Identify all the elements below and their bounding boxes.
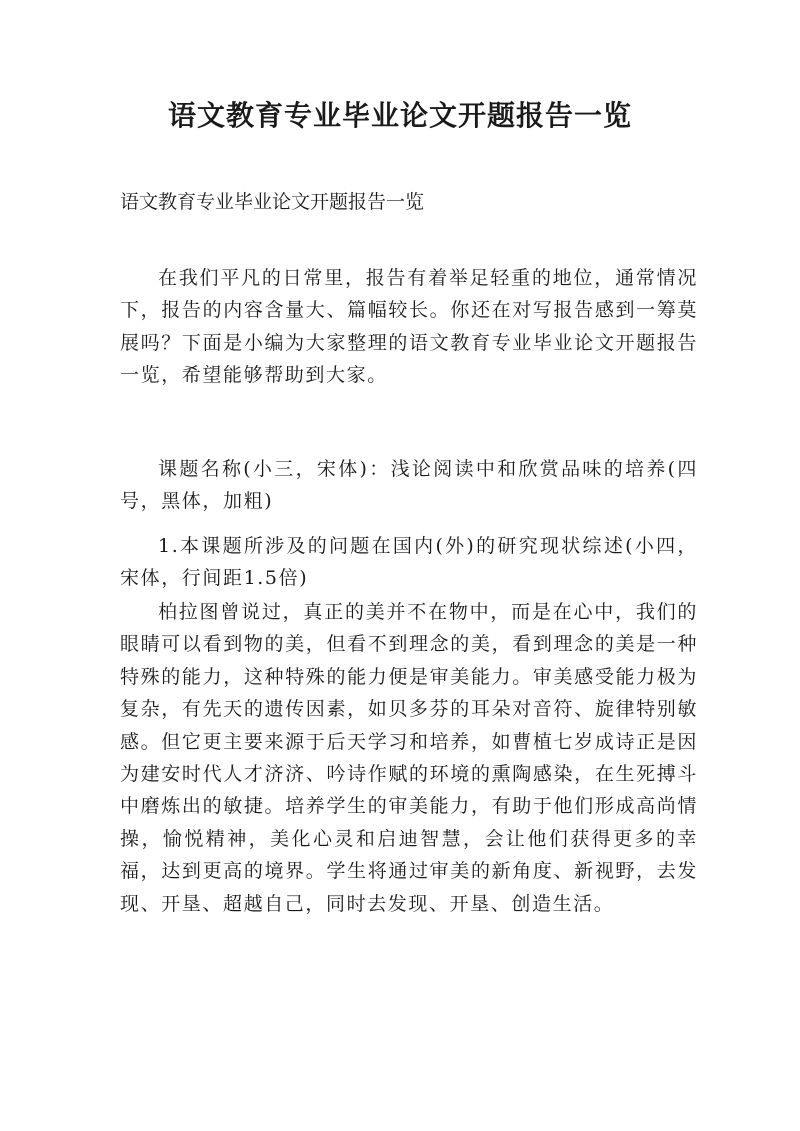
document-title: 语文教育专业毕业论文开题报告一览 xyxy=(167,99,632,132)
topic-paragraph: 课题名称(小三，宋体)：浅论阅读中和欣赏品味的培养(四号，黑体，加粗) xyxy=(120,458,698,513)
section-heading-1: 1.本课题所涉及的问题在国内(外)的研究现状综述(小四，宋体，行间距1.5倍) xyxy=(120,535,698,590)
document-subtitle: 语文教育专业毕业论文开题报告一览 xyxy=(120,191,425,213)
intro-paragraph: 在我们平凡的日常里，报告有着举足轻重的地位，通常情况下，报告的内容含量大、篇幅较长。你还在对写报告感到一筹莫展吗？下面是小编为大家整理的语文教育专业毕业论文开题报告一览，希望能够帮助到大家。 xyxy=(120,267,698,387)
plato-paragraph: 柏拉图曾说过，真正的美并不在物中，而是在心中，我们的眼睛可以看到物的美，但看不到理念的美，看到理念的美是一种特殊的能力，这种特殊的能力便是审美能力。审美感受能力极为复杂，有先天的遗传因素，如贝多芬的耳朵对音符、旋律特别敏感。但它更主要来源于后天学习和培养，如曹植七岁成诗正是因为建安时代人才济济、吟诗作赋的环境的熏陶感染，在生死搏斗中磨炼出的敏捷。培养学生的审美能力，有助于他们形成高尚情操，愉悦精神，美化心灵和启迪智慧，会让他们获得更多的幸福，达到更高的境界。学生将通过审美的新角度、新视野，去发现、开垦、超越自己，同时去发现、开垦、创造生活。 xyxy=(120,601,698,915)
